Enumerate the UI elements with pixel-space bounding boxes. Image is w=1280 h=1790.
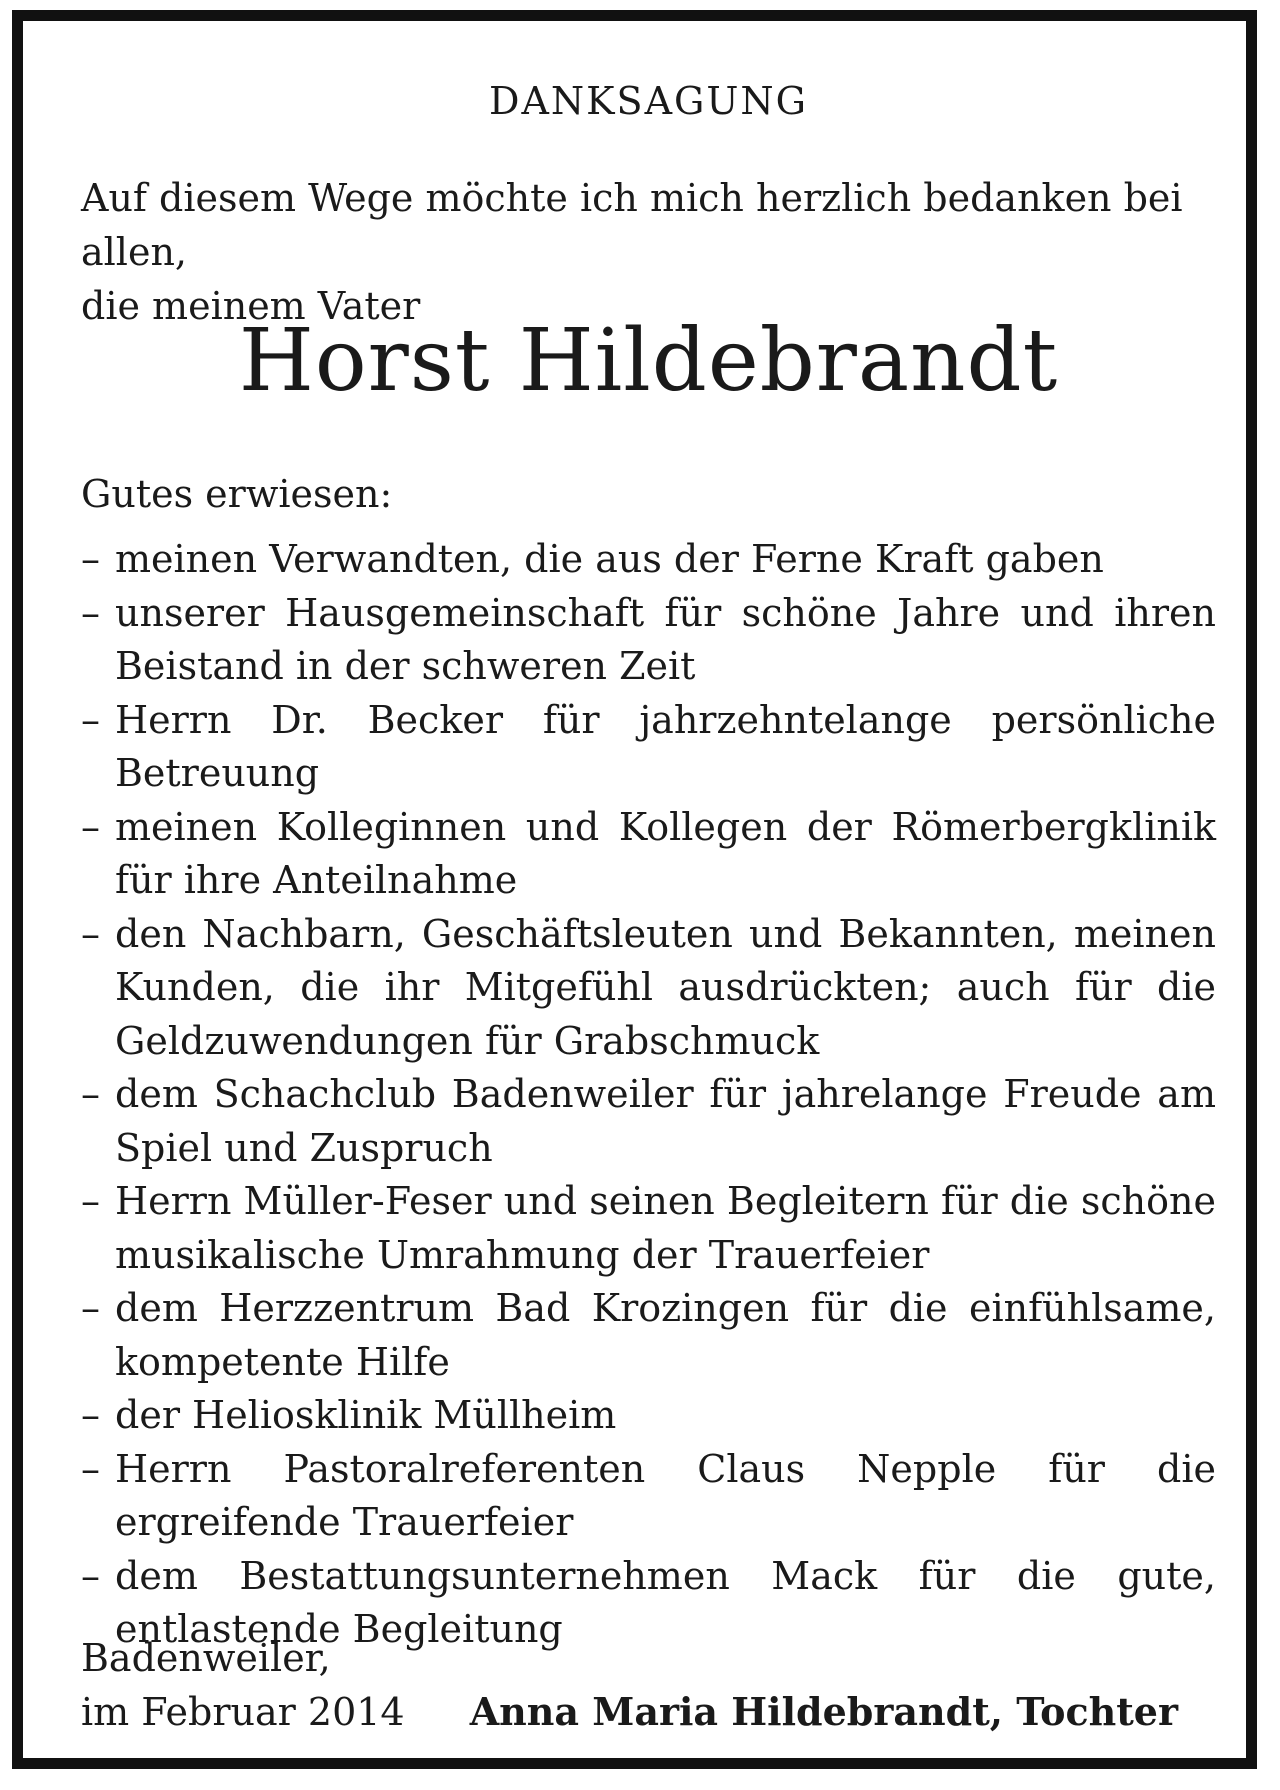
list-item-text: unserer Hausgemeinschaft für schöne Jahre und ihren Beistand in der schweren Zeit	[115, 590, 1216, 688]
signature: Anna Maria Hildebrandt, Tochter	[469, 1689, 1178, 1734]
list-dash: –	[81, 1446, 100, 1491]
intro-line-1: Auf diesem Wege möchte ich mich herzlich bedanken bei allen,	[81, 176, 1183, 274]
notice-frame	[12, 10, 1257, 1769]
list-item-text: dem Schachclub Badenweiler für jahrelange Freude am Spiel und Zuspruch	[115, 1072, 1216, 1170]
thanks-list	[81, 533, 1216, 1657]
list-dash: –	[81, 1393, 100, 1437]
list-item	[81, 801, 1216, 908]
list-dash: –	[81, 590, 100, 635]
list-item-text: den Nachbarn, Geschäftsleuten und Bekannten, meinen Kunden, die ihr Mitgefühl ausdrückten; auch für die Geldzuwendungen für Grabschmuck	[115, 911, 1216, 1063]
list-dash: –	[81, 911, 100, 956]
list-item	[81, 908, 1216, 1069]
list-item-text: Herrn Dr. Becker für jahrzehntelange persönliche Betreuung	[115, 697, 1216, 795]
list-item-text: der Heliosklinik Müllheim	[115, 1393, 617, 1437]
list-dash: –	[81, 1553, 100, 1598]
list-dash: –	[81, 1072, 100, 1116]
list-dash: –	[81, 1286, 100, 1330]
list-item-text: meinen Verwandten, die aus der Ferne Kraft gaben	[115, 537, 1104, 581]
list-item	[81, 1175, 1216, 1282]
list-item	[81, 533, 1216, 587]
preamble: Gutes erwiesen:	[81, 472, 393, 516]
list-item	[81, 1389, 1216, 1443]
place-line: Badenweiler,	[81, 1636, 331, 1680]
list-item	[81, 1068, 1216, 1175]
list-item-text: Herrn Müller-Feser und seinen Begleitern für die schöne musikalische Umrahmung der Trauerfeier	[115, 1179, 1216, 1277]
notice-heading: DANKSAGUNG	[488, 79, 808, 123]
list-item	[81, 694, 1216, 801]
list-item-text: dem Bestattungsunternehmen Mack für die gute, entlastende Begleitung	[115, 1553, 1216, 1651]
list-item-text: Herrn Pastoralreferenten Claus Nepple für die ergreifende Trauerfeier	[115, 1446, 1216, 1544]
list-dash: –	[81, 804, 100, 849]
list-item	[81, 1282, 1216, 1389]
date-line: im Februar 2014	[81, 1690, 405, 1734]
intro-line-2: die meinem Vater	[81, 284, 421, 328]
list-dash: –	[81, 1179, 100, 1223]
list-item-text: meinen Kolleginnen und Kollegen der Römerbergklinik für ihre Anteilnahme	[115, 804, 1216, 902]
list-item-text: dem Herzzentrum Bad Krozingen für die einfühlsame, kompetente Hilfe	[115, 1286, 1216, 1384]
list-dash: –	[81, 697, 100, 742]
deceased-name: Horst Hildebrandt	[238, 311, 1059, 411]
list-item	[81, 587, 1216, 694]
list-dash: –	[81, 537, 100, 581]
list-item	[81, 1443, 1216, 1550]
